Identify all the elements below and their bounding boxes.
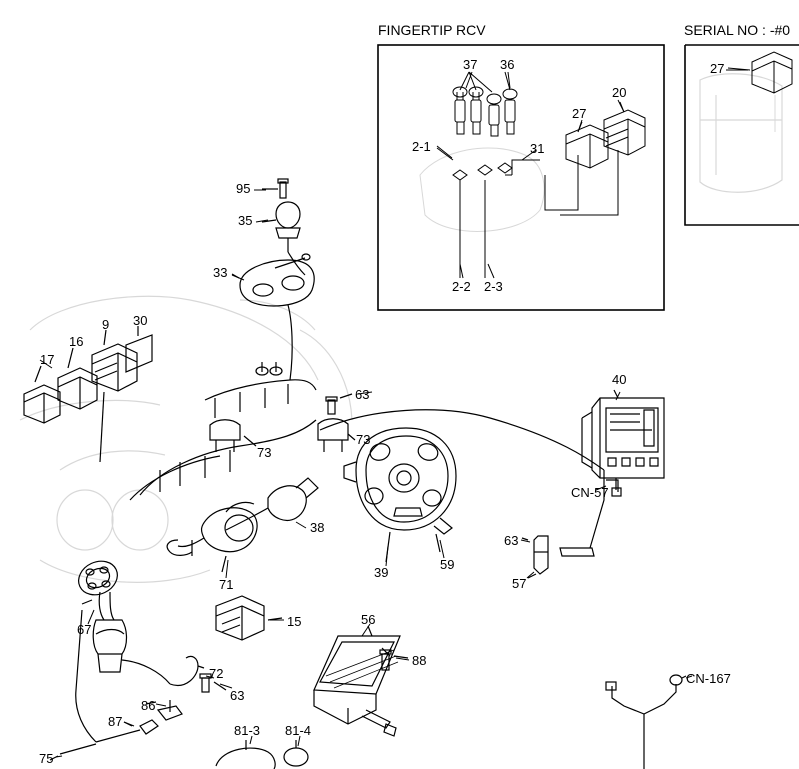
plunger-group (453, 87, 517, 136)
callout-56: 56 (361, 612, 376, 627)
label-27-panel: 27 (572, 106, 587, 121)
monitor-40 (582, 390, 664, 496)
background-ghost-outline (20, 74, 782, 583)
pedal-56 (314, 626, 400, 736)
callout-39: 39 (374, 565, 389, 580)
relay-17 (24, 385, 60, 423)
callout-38: 38 (310, 520, 325, 535)
relay-20 (604, 110, 645, 155)
bolt-88 (380, 650, 408, 670)
label-31: 31 (530, 141, 545, 156)
wiring-harness (130, 305, 618, 548)
callout-30: 30 (133, 313, 148, 328)
callout-73-right: 73 (356, 432, 371, 447)
callout-71: 71 (219, 577, 234, 592)
label-2-3: 2-3 (484, 279, 503, 294)
switch-15 (216, 596, 282, 640)
callout-87: 87 (108, 714, 123, 729)
callout-63-upper: 63 (355, 387, 370, 402)
valve-body-39 (344, 428, 456, 562)
callout-cn-167: CN-167 (686, 671, 731, 686)
callout-59: 59 (440, 557, 455, 572)
relay-block-group (24, 326, 152, 462)
label-27-serial: 27 (710, 61, 725, 76)
callout-57: 57 (512, 576, 527, 591)
callout-73-left: 73 (257, 445, 272, 460)
callout-15: 15 (287, 614, 302, 629)
callout-16: 16 (69, 334, 84, 349)
callout-leaders (40, 70, 748, 757)
bolt-63-upper (326, 394, 352, 414)
relay-27-serial (752, 52, 792, 93)
cn-167-wire (606, 675, 686, 769)
callout-88: 88 (412, 653, 427, 668)
lever-assembly-38-71 (167, 478, 318, 572)
fingertip-rcv-contents (420, 72, 645, 278)
callout-81-4: 81-4 (285, 723, 312, 738)
callout-81-3: 81-3 (234, 723, 261, 738)
plate-30 (126, 335, 152, 372)
callout-63-lower: 63 (230, 688, 245, 703)
label-36: 36 (500, 57, 515, 72)
label-20: 20 (612, 85, 627, 100)
panel-title-fingertip-rcv: FINGERTIP RCV (378, 22, 486, 38)
relay-27 (566, 125, 608, 168)
parts-81-group (216, 740, 308, 769)
bracket-57-63 (522, 536, 594, 578)
label-2-1: 2-1 (412, 139, 431, 154)
callout-cn-57: CN-57 (571, 485, 609, 500)
callout-17: 17 (40, 352, 55, 367)
callout-72: 72 (209, 666, 224, 681)
relay-9 (92, 344, 137, 391)
panel-title-serial-no: SERIAL NO : -#0 (684, 22, 791, 38)
callout-86: 86 (141, 698, 156, 713)
callout-75: 75 (39, 751, 54, 766)
callout-35: 35 (238, 213, 253, 228)
label-2-2: 2-2 (452, 279, 471, 294)
callout-95: 95 (236, 181, 251, 196)
callout-33: 33 (213, 265, 228, 280)
callout-63-mid: 63 (504, 533, 519, 548)
callout-9: 9 (102, 317, 110, 332)
knob-and-plate-assembly (232, 179, 314, 306)
callout-40: 40 (612, 372, 627, 387)
callout-67: 67 (77, 622, 92, 637)
label-37: 37 (463, 57, 478, 72)
